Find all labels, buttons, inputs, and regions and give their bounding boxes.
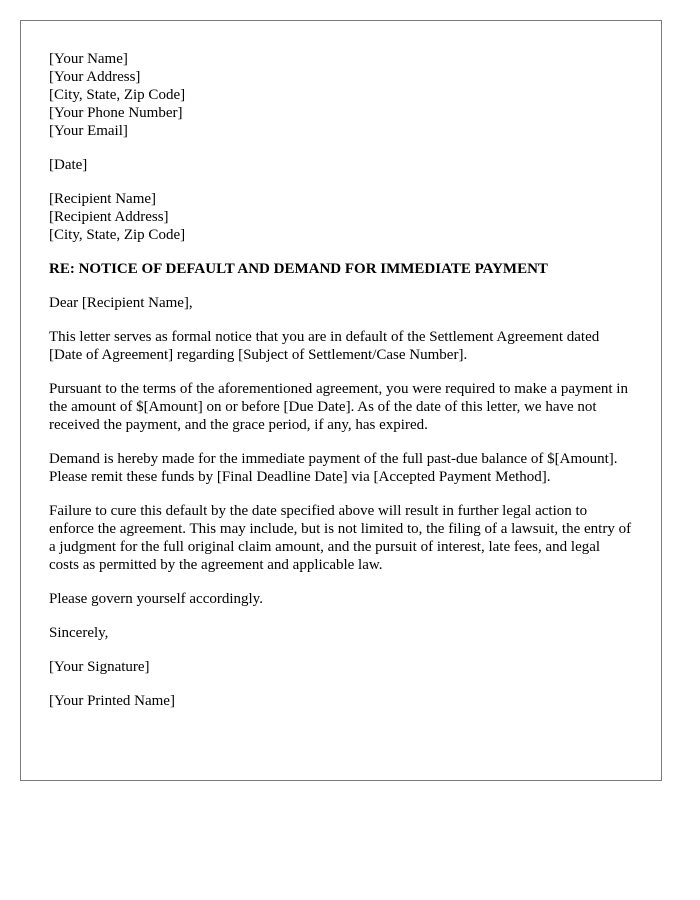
salutation: Dear [Recipient Name], <box>49 295 193 311</box>
subject-line: RE: NOTICE OF DEFAULT AND DEMAND FOR IMMEDIATE PAYMENT <box>49 261 548 277</box>
closing: Sincerely, <box>49 625 109 641</box>
letter-page <box>20 20 662 781</box>
sender-phone: [Your Phone Number] <box>49 105 183 121</box>
sender-block <box>49 50 633 140</box>
paragraph-notice: This letter serves as formal notice that you are in default of the Settlement Agreement dated [Date of Agreement] regarding [Subject of Settlement/Case Number]. <box>49 329 600 363</box>
sender-city-state-zip: [City, State, Zip Code] <box>49 87 186 103</box>
recipient-address: [Recipient Address] <box>49 209 169 225</box>
paragraph-consequences: Failure to cure this default by the date specified above will result in further legal action to enforce the agreement. This may include, but is not limited to, the filing of a lawsuit, the entry of a judgment for the full original claim amount, and the pursuit of interest, late fees, and legal costs as permitted by the agreement and applicable law. <box>49 503 632 573</box>
sender-email: [Your Email] <box>49 123 128 139</box>
recipient-name: [Recipient Name] <box>49 191 157 207</box>
paragraph-terms: Pursuant to the terms of the aforementioned agreement, you were required to make a payment in the amount of $[Amount] on or before [Due Date]. As of the date of this letter, we have not received the payment, and the grace period, if any, has expired. <box>49 381 628 433</box>
paragraph-demand: Demand is hereby made for the immediate payment of the full past-due balance of $[Amount]. Please remit these funds by [Final Deadline Date] via [Accepted Payment Method]. <box>49 451 618 485</box>
paragraph-govern: Please govern yourself accordingly. <box>49 591 263 607</box>
printed-name: [Your Printed Name] <box>49 693 175 709</box>
recipient-block <box>49 190 633 244</box>
letter-date: [Date] <box>49 157 88 173</box>
signature-placeholder: [Your Signature] <box>49 659 150 675</box>
sender-name: [Your Name] <box>49 51 128 67</box>
sender-address: [Your Address] <box>49 69 141 85</box>
recipient-city-state-zip: [City, State, Zip Code] <box>49 227 186 243</box>
date-block <box>49 156 633 174</box>
